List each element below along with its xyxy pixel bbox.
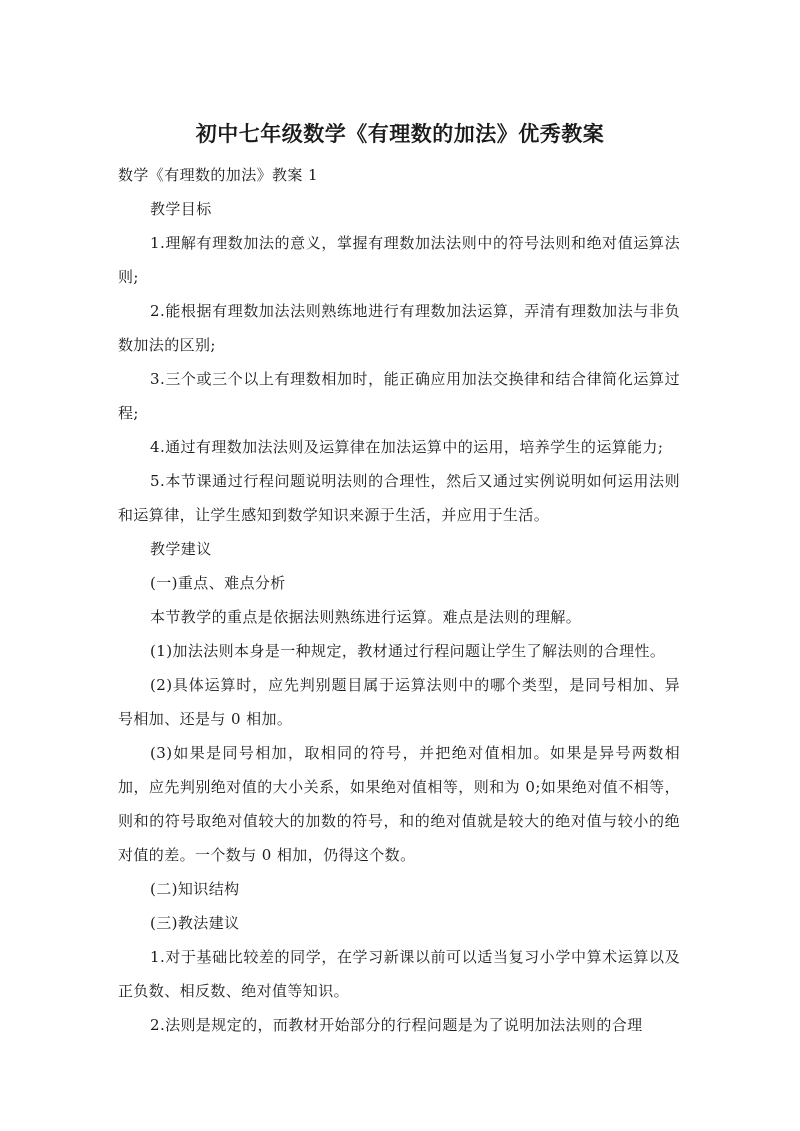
paragraph: 本节教学的重点是依据法则熟练进行运算。难点是法则的理解。 (150, 608, 582, 626)
paragraph: 1.对于基础比较差的同学，在学习新课以前可以适当复习小学中算术运算以及正负数、相反数、绝对值等知识。 (118, 948, 680, 1000)
subheading-teaching-goals: 教学目标 (150, 200, 212, 218)
paragraph: (2)具体运算时，应先判别题目属于运算法则中的哪个类型，是同号相加、异号相加、还是与 0 相加。 (118, 676, 680, 728)
paragraph: 1.理解有理数加法的意义，掌握有理数加法法则中的符号法则和绝对值运算法则; (118, 234, 680, 286)
paragraph: 3.三个或三个以上有理数相加时，能正确应用加法交换律和结合律简化运算过程; (118, 370, 680, 422)
paragraph: 5.本节课通过行程问题说明法则的合理性，然后又通过实例说明如何运用法则和运算律，让学生感知到数学知识来源于生活，并应用于生活。 (118, 472, 680, 524)
subheading: (二)知识结构 (150, 880, 240, 898)
paragraph: (3)如果是同号相加，取相同的符号，并把绝对值相加。如果是异号两数相加，应先判别绝对值的大小关系，如果绝对值相等，则和为 0;如果绝对值不相等，则和的符号取绝对值较大的加数的符号，和的绝对值就是较大的绝对值与较小的绝对值的差。一个数与 0 相加，仍得这个数。 (118, 744, 680, 864)
paragraph: (1)加法法则本身是一种规定，教材通过行程问题让学生了解法则的合理性。 (150, 642, 666, 660)
paragraph: 2.能根据有理数加法法则熟练地进行有理数加法运算，弄清有理数加法与非负数加法的区别; (118, 302, 680, 354)
paragraph: 2.法则是规定的，而教材开始部分的行程问题是为了说明加法法则的合理 (150, 1016, 643, 1034)
document-title: 初中七年级数学《有理数的加法》优秀教案 (195, 122, 605, 146)
subheading: (一)重点、难点分析 (150, 574, 286, 592)
document-body (118, 158, 680, 1042)
section-heading: 数学《有理数的加法》教案 1 (118, 166, 318, 184)
subheading-teaching-suggestions: 教学建议 (150, 540, 212, 558)
subheading: (三)教法建议 (150, 914, 240, 932)
paragraph: 4.通过有理数加法法则及运算律在加法运算中的运用，培养学生的运算能力; (150, 438, 664, 456)
